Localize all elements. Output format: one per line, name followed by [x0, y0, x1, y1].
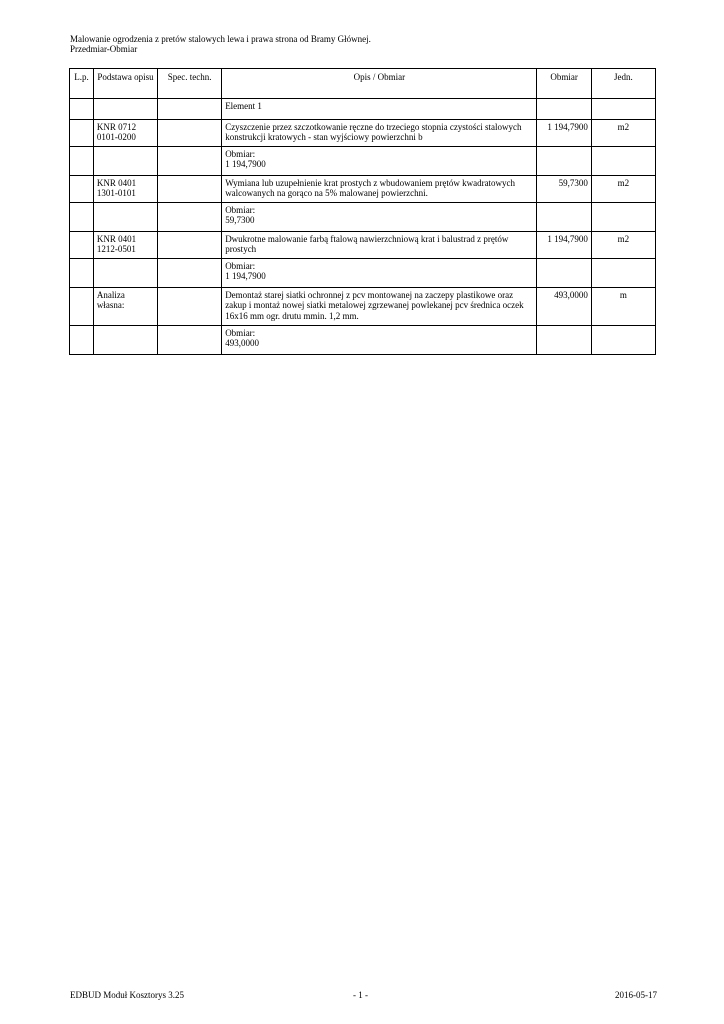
footer-page-number: - 1 -	[353, 990, 368, 1000]
col-header-base: Podstawa opisu	[93, 69, 157, 99]
position-row	[70, 288, 656, 326]
measurement-row	[70, 326, 656, 355]
element-row	[70, 99, 656, 120]
position-quantity: 1 194,7900	[537, 120, 591, 147]
measurement-cell: Obmiar: 1 194,7900	[222, 259, 537, 288]
document-title: Malowanie ogrodzenia z pretów stalowych lewa i prawa strona od Bramy Głównej.	[70, 34, 371, 44]
position-description: Czyszczenie przez szczotkowanie ręczne do trzeciego stopnia czystości stalowych konstrukcji kratowych - stan wyjściowy powierzchni b	[222, 120, 537, 147]
position-quantity: 59,7300	[537, 176, 591, 203]
measurement-cell: Obmiar: 493,0000	[222, 326, 537, 355]
position-base: KNR 0401 1212-0501	[93, 232, 157, 259]
position-row	[70, 232, 656, 259]
measurement-cell: Obmiar: 1 194,7900	[222, 147, 537, 176]
position-quantity: 493,0000	[537, 288, 591, 326]
footer-software: EDBUD Moduł Kosztorys 3.25	[70, 990, 184, 1000]
col-header-unit: Jedn.	[591, 69, 655, 99]
col-header-spec: Spec. techn.	[158, 69, 222, 99]
position-unit: m	[591, 288, 655, 326]
position-base: Analiza własna:	[93, 288, 157, 326]
position-unit: m2	[591, 120, 655, 147]
element-label: Element 1	[222, 99, 537, 120]
position-row	[70, 120, 656, 147]
position-quantity: 1 194,7900	[537, 232, 591, 259]
position-row	[70, 176, 656, 203]
col-header-description: Opis / Obmiar	[222, 69, 537, 99]
table-header-row	[70, 69, 656, 99]
measurement-cell: Obmiar: 59,7300	[222, 203, 537, 232]
footer-date: 2016-05-17	[615, 990, 657, 1000]
measurement-row	[70, 203, 656, 232]
col-header-lp: L.p.	[70, 69, 94, 99]
measurement-row	[70, 259, 656, 288]
position-description: Wymiana lub uzupełnienie krat prostych z wbudowaniem prętów kwadratowych walcowanych na gorąco na 5% malowanej powierzchni.	[222, 176, 537, 203]
position-unit: m2	[591, 232, 655, 259]
position-description: Demontaż starej siatki ochronnej z pcv montowanej na zaczepy plastikowe oraz zakup i montaż nowej siatki metalowej zgrzewanej powlekanej pcv średnica oczek 16x16 mm ogr. drutu mmin. 1,2 mm.	[222, 288, 537, 326]
estimate-table	[69, 68, 656, 355]
position-unit: m2	[591, 176, 655, 203]
position-base: KNR 0401 1301-0101	[93, 176, 157, 203]
document-header	[70, 34, 371, 55]
position-description: Dwukrotne malowanie farbą ftalową nawierzchniową krat i balustrad z prętów prostych	[222, 232, 537, 259]
document-subtitle: Przedmiar-Obmiar	[70, 44, 138, 55]
col-header-quantity: Obmiar	[537, 69, 591, 99]
position-base: KNR 0712 0101-0200	[93, 120, 157, 147]
measurement-row	[70, 147, 656, 176]
